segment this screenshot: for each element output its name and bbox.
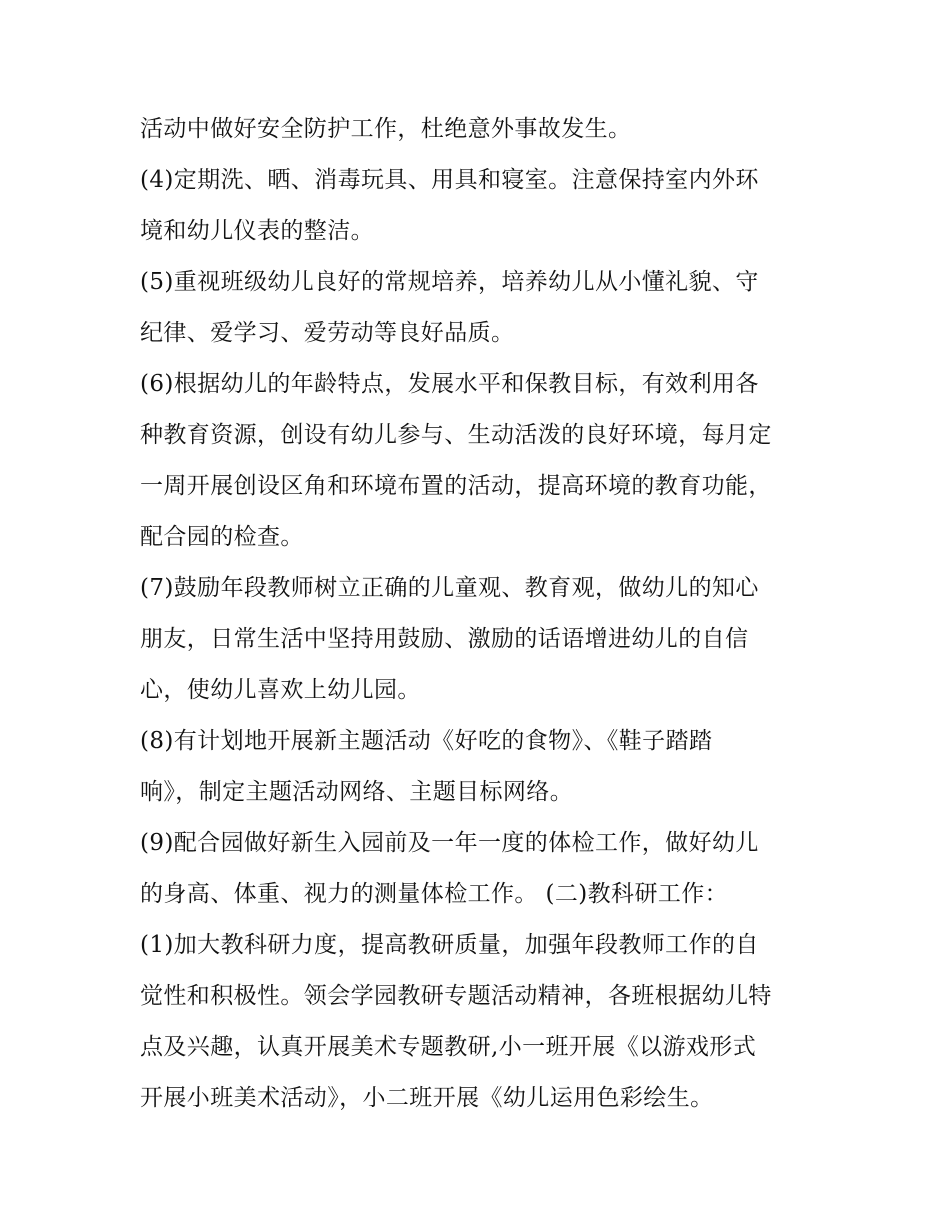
text-line: 配合园的检查。 <box>140 524 304 550</box>
text-line: 心，使幼儿喜欢上幼儿园。 <box>140 677 421 703</box>
text-line: 朋友，日常生活中坚持用鼓励、激励的话语增进幼儿的自信 <box>140 626 749 652</box>
text-line: (1)加大教科研力度，提高教研质量，加强年段教师工作的自 <box>140 932 759 958</box>
text-line: 开展小班美术活动》，小二班开展《幼儿运用色彩绘生。 <box>140 1085 714 1111</box>
text-line: 一周开展创设区角和环境布置的活动，提高环境的教育功能， <box>140 473 772 499</box>
text-line: (6)根据幼儿的年龄特点，发展水平和保教目标，有效利用各 <box>140 371 759 397</box>
text-line: 的身高、体重、视力的测量体检工作。 (二)教科研工作： <box>140 881 729 907</box>
text-line: (4)定期洗、晒、消毒玩具、用具和寝室。注意保持室内外环 <box>140 167 759 193</box>
text-line: (5)重视班级幼儿良好的常规培养，培养幼儿从小懂礼貌、守 <box>140 269 759 295</box>
text-line: 纪律、爱学习、爱劳动等良好品质。 <box>140 320 515 346</box>
text-line: 活动中做好安全防护工作，杜绝意外事故发生。 <box>140 116 632 142</box>
text-line: (9)配合园做好新生入园前及一年一度的体检工作，做好幼儿 <box>140 830 759 856</box>
text-line: (8)有计划地开展新主题活动《好吃的食物》、《鞋子踏踏 <box>140 728 713 754</box>
text-line: 响》，制定主题活动网络、主题目标网络。 <box>140 779 574 805</box>
body-text <box>140 104 830 1124</box>
text-line: 境和幼儿仪表的整洁。 <box>140 218 374 244</box>
text-line: 种教育资源，创设有幼儿参与、生动活泼的良好环境，每月定 <box>140 422 772 448</box>
text-line: 觉性和积极性。领会学园教研专题活动精神，各班根据幼儿特 <box>140 983 772 1009</box>
text-line: 点及兴趣，认真开展美术专题教研,小一班开展《以游戏形式 <box>140 1034 757 1060</box>
text-line: (7)鼓励年段教师树立正确的儿童观、教育观，做幼儿的知心 <box>140 575 759 601</box>
